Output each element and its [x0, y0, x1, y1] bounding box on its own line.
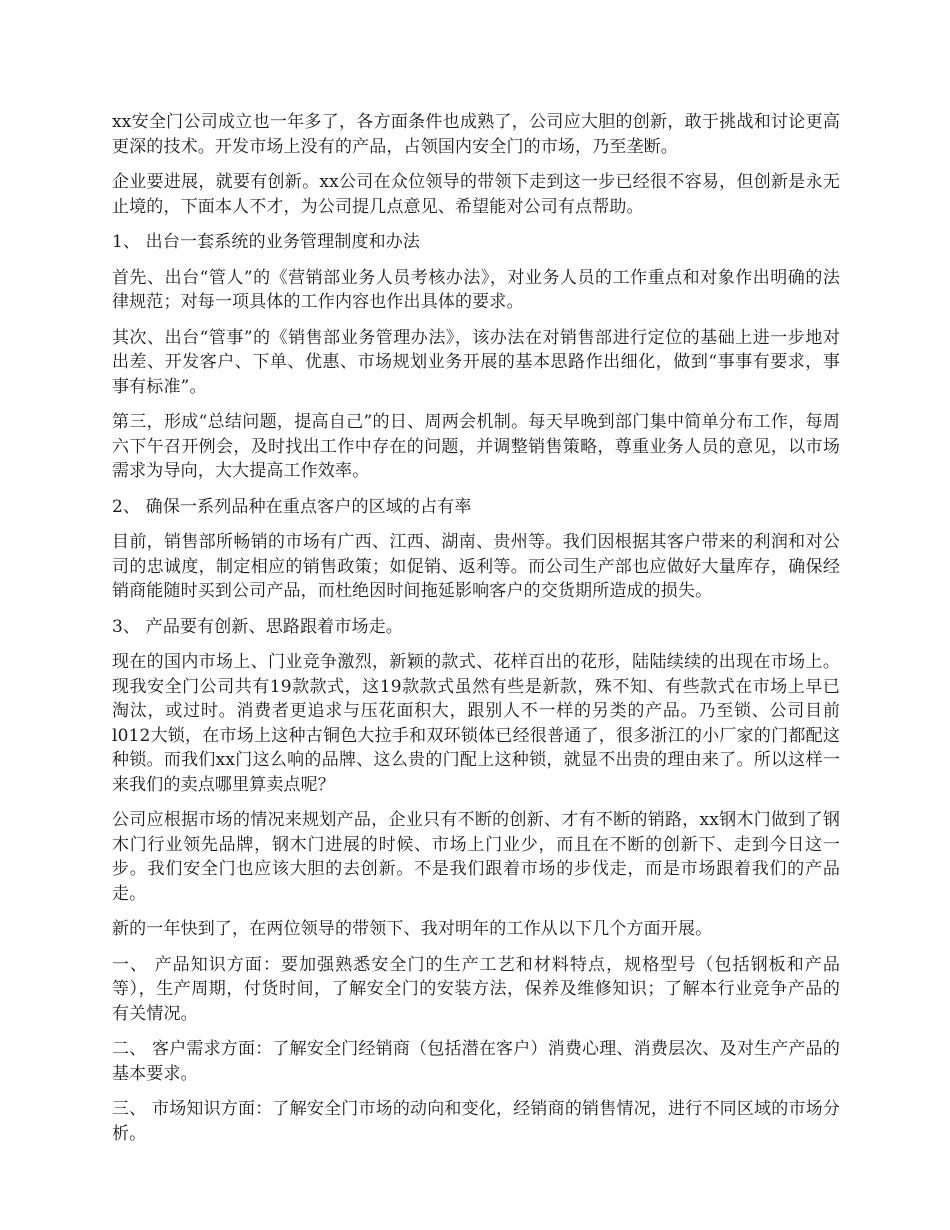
paragraph-market: 目前，销售部所畅销的市场有广西、江西、湖南、贵州等。我们因根据其客户带来的利润和对公司的忠诚度，制定相应的销售政策；如促销、返利等。而公司生产部也应做好大量库存，确保经销商能随时买到公司产品，而杜绝因时间拖延影响客户的交货期所造成的损失。	[112, 532, 840, 601]
paragraph-competition: 现在的国内市场上、门业竞争激烈，新颖的款式、花样百出的花形，陆陆续续的出现在市场上。现我安全门公司共有19款款式，这19款款式虽然有些是新款，殊不知、有些款式在市场上早已淘汰，或过时。消费者更追求与压花面积大，跟别人不一样的另类的产品。乃至锁、公司目前l012大锁，在市场上这种古铜色大拉手和双环锁体已经很普通了，很多浙江的小厂家的门都配这种锁。而我们xx门这么响的品牌、这么贵的门配上这种锁，就显不出贵的理由来了。所以这样一来我们的卖点哪里算卖点呢？	[112, 652, 840, 795]
paragraph-intro: xx安全门公司成立也一年多了，各方面条件也成熟了，公司应大胆的创新，敢于挑战和讨论更高更深的技术。开发市场上没有的产品，占领国内安全门的市场，乃至垄断。	[112, 112, 840, 157]
heading-item-2: 2、 确保一系列品种在重点客户的区域的占有率	[112, 496, 472, 517]
heading-item-1: 1、 出台一套系统的业务管理制度和办法	[112, 232, 421, 252]
list-item-product-knowledge: 一、 产品知识方面：要加强熟悉安全门的生产工艺和材料特点，规格型号（包括钢板和产品等），生产周期，付货时间，了解安全门的安装方法，保养及维修知识；了解本行业竞争产品的有关情况。	[112, 954, 840, 1024]
document-body	[112, 110, 840, 1157]
heading-item-3: 3、 产品要有创新、思路跟着市场走。	[112, 616, 403, 637]
paragraph-first: 首先、出台“管人”的《营销部业务人员考核办法》，对业务人员的工作重点和对象作出明确的法律规范；对每一项具体的工作内容也作出具体的要求。	[112, 267, 840, 312]
paragraph-new-year: 新的一年快到了，在两位领导的带领下、我对明年的工作从以下几个方面开展。	[112, 919, 713, 939]
list-item-market-knowledge: 三、 市场知识方面：了解安全门市场的动向和变化，经销商的销售情况，进行不同区域的市场分析。	[112, 1099, 840, 1144]
paragraph-third: 第三，形成“总结问题，提高自己”的日、周两会机制。每天早晚到部门集中简单分布工作，每周六下午召开例会，及时找出工作中存在的问题，并调整销售策略，尊重业务人员的意见，以市场需求为导向，大大提高工作效率。	[112, 412, 840, 481]
list-item-customer-needs: 二、 客户需求方面：了解安全门经销商（包括潜在客户）消费心理、消费层次、及对生产产品的基本要求。	[112, 1039, 840, 1084]
paragraph-planning: 公司应根据市场的情况来规划产品，企业只有不断的创新、才有不断的销路，xx钢木门做到了钢木门行业领先品牌，钢木门进展的时候、市场上门业少，而且在不断的创新下、走到今日这一步。我们安全门也应该大胆的去创新。不是我们跟着市场的步伐走，而是市场跟着我们的产品走。	[112, 810, 840, 904]
paragraph-innovation: 企业要进展，就要有创新。xx公司在众位领导的带领下走到这一步已经很不容易，但创新是永无止境的，下面本人不才，为公司提几点意见、希望能对公司有点帮助。	[112, 172, 840, 217]
paragraph-second: 其次、出台“管事”的《销售部业务管理办法》，该办法在对销售部进行定位的基础上进一步地对出差、开发客户、下单、优惠、市场规划业务开展的基本思路作出细化，做到“事事有要求，事事有标准”。	[112, 327, 840, 397]
